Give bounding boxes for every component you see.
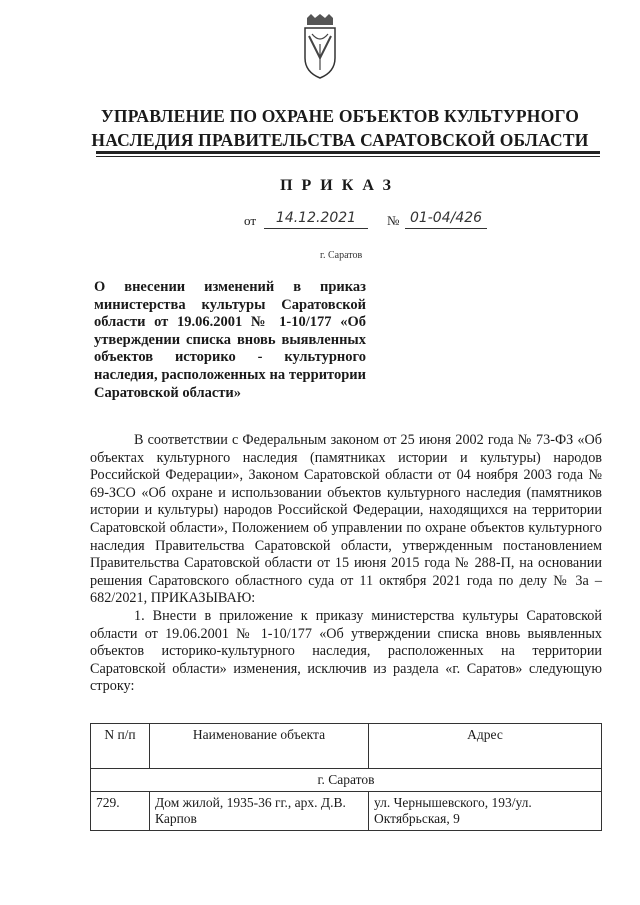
order-number: 01-04/426: [405, 210, 487, 229]
organization-name: УПРАВЛЕНИЕ ПО ОХРАНЕ ОБЪЕКТОВ КУЛЬТУРНОГО НАСЛЕДИЯ ПРАВИТЕЛЬСТВА САРАТОВСКОЙ ОБЛАСТИ: [91, 106, 589, 150]
order-city: г. Саратов: [320, 250, 363, 261]
header-rule-thin: [96, 156, 600, 157]
document-title: ПРИКАЗ: [280, 177, 400, 194]
table-header-row: [91, 724, 602, 769]
column-header: Наименование объекта: [150, 724, 369, 769]
row-address: ул. Чернышевского, 193/ул. Октябрьская, 9: [369, 792, 602, 831]
order-date: 14.12.2021: [264, 210, 368, 229]
row-object-name: Дом жилой, 1935-36 гг., арх. Д.В. Карпов: [150, 792, 369, 831]
order-subject: О внесении изменений в приказ министерства культуры Саратовской области от 19.06.2001 № 1-10/177 «Об утверждении списка вновь выявленных объектов историко - культурного наследия, расположенных на территории Саратовской области»: [94, 279, 366, 401]
column-header: Адрес: [369, 724, 602, 769]
group-cell: г. Саратов: [91, 769, 602, 792]
number-label: №: [387, 213, 400, 228]
header-rule-thick: [96, 151, 600, 154]
date-label: от: [244, 213, 257, 228]
column-header: N п/п: [91, 724, 150, 769]
coat-of-arms-icon: [299, 14, 341, 82]
objects-table: [90, 723, 602, 831]
body-paragraph: 1. Внести в приложение к приказу министерства культуры Саратовской области от 19.06.2001 № 1-10/177 «Об утверждении списка вновь выявленных объектов историко-культурного наследия, расположенных на территории Саратовской области» изменения, исключив из раздела «г. Саратов» следующую строку:: [90, 607, 602, 695]
row-number: 729.: [91, 792, 150, 831]
order-body: [90, 432, 602, 696]
table-group-row: [91, 769, 602, 792]
body-paragraph: В соответствии с Федеральным законом от 25 июня 2002 года № 73-ФЗ «Об объектах культурного наследия (памятниках истории и культуры) народов Российской Федерации», Законом Саратовской области от 04 ноября 2003 года № 69-ЗСО «Об охране и использовании объектов культурного наследия (памятников истории и культуры) народов Российской Федерации, находящихся на территории Саратовской области», Положением об управлении по охране объектов культурного наследия Правительства Саратовской области, утвержденным постановлением Правительства Саратовской области от 15 июня 2015 года № 288-П, на основании решения Саратовского областного суда от 11 октября 2021 года по делу № 3а – 682/2021, ПРИКАЗЫВАЮ:: [90, 432, 602, 607]
table-row: [91, 792, 602, 831]
